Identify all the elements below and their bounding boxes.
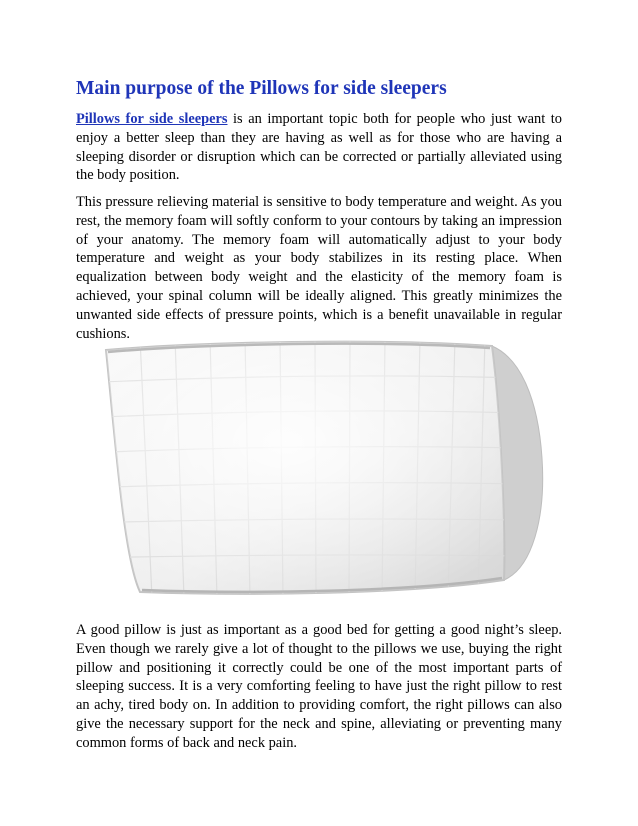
intro-paragraph-text: is an important topic both for people who just want to enjoy a better sleep than they are having as well as for those who are having a sleeping disorder or disruption which can be corrected or partially alleviated using the body position. [76, 111, 562, 184]
intro-paragraph [76, 110, 562, 185]
good-pillow-paragraph: A good pillow is just as important as a good bed for getting a good night’s sleep. Even though we rarely give a lot of thought to the pillows we use, buying the right pillow and positioning it correctly could be one of the most important parts of sleeping success. It is a very comforting feeling to have just the right pillow to rest an achy, tired body on. In addition to providing comfort, the right pillows can also give the necessary support for the neck and spine, alleviating or preventing many common forms of back and neck pain. [76, 622, 562, 751]
pillows-for-side-sleepers-link[interactable]: Pillows for side sleepers [76, 111, 228, 127]
pillow-image [80, 338, 580, 598]
memory-foam-paragraph: This pressure relieving material is sensitive to body temperature and weight. As you rest, the memory foam will softly conform to your contours by taking an impression of your anatomy. The memory foam will automatically adjust to your body temperature and weight as your body stabilizes in its resting place. When equalization between body weight and the elasticity of the memory foam is achieved, your spinal column will be ideally aligned. This greatly minimizes the unwanted side effects of pressure points, which is a benefit unavailable in regular cushions. [76, 194, 562, 342]
page-title: Main purpose of the Pillows for side sleepers [76, 78, 447, 99]
